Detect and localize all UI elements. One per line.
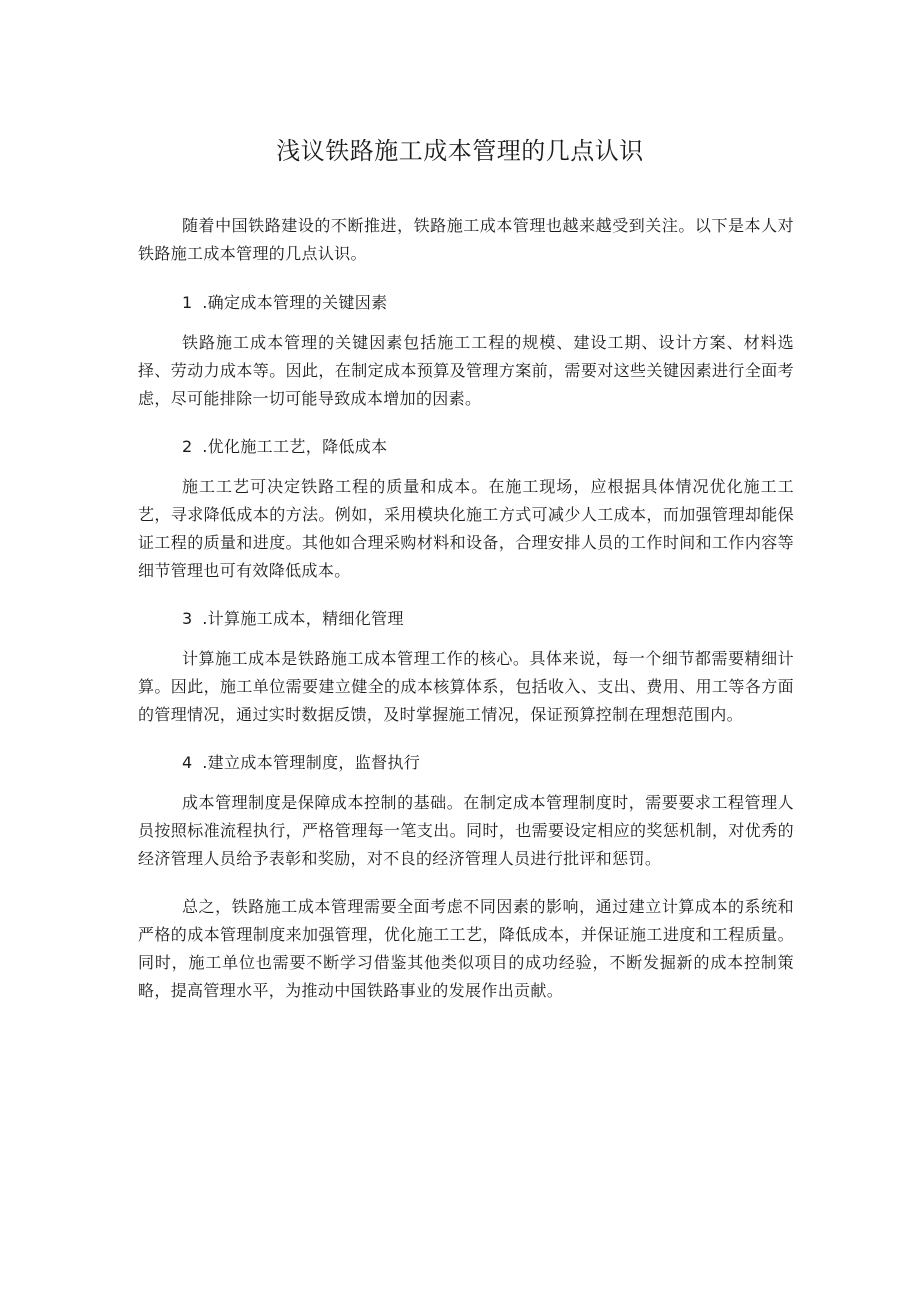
section-1-heading [138,289,794,317]
section-1-heading-text: .确定成本管理的关键因素 [202,293,388,312]
section-2-number: 2 [182,437,193,456]
conclusion-paragraph: 总之，铁路施工成本管理需要全面考虑不同因素的影响，通过建立计算成本的系统和严格的成本管理制度来加强管理，优化施工工艺，降低成本，并保证施工进度和工程质量。同时，施工单位也需要不断学习借鉴其他类似项目的成功经验，不断发掘新的成本控制策略，提高管理水平，为推动中国铁路事业的发展作出贡献。 [138,897,794,1000]
intro-paragraph: 随着中国铁路建设的不断推进，铁路施工成本管理也越来越受到关注。以下是本人对铁路施工成本管理的几点认识。 [138,216,794,263]
section-2-heading [138,433,794,461]
section-2-body: 施工工艺可决定铁路工程的质量和成本。在施工现场，应根据具体情况优化施工工艺，寻求降低成本的方法。例如，采用模块化施工方式可减少人工成本，而加强管理却能保证工程的质量和进度。其他如合理采购材料和设备，合理安排人员的工作时间和工作内容等细节管理也可有效降低成本。 [138,477,794,580]
section-4-heading-text: .建立成本管理制度，监督执行 [202,753,421,772]
document-title: 浅议铁路施工成本管理的几点认识 [276,137,644,165]
section-1-number: 1 [182,293,193,312]
section-4-heading [138,749,794,777]
section-3-body: 计算施工成本是铁路施工成本管理工作的核心。具体来说，每一个细节都需要精细计算。因此，施工单位需要建立健全的成本核算体系，包括收入、支出、费用、用工等各方面的管理情况，通过实时数据反馈，及时掌握施工情况，保证预算控制在理想范围内。 [138,649,794,724]
section-3-number: 3 [182,609,193,628]
section-2-heading-text: .优化施工工艺，降低成本 [202,437,388,456]
section-3-heading-text: .计算施工成本，精细化管理 [202,609,404,628]
document-body [138,212,794,1005]
section-3-heading [138,605,794,633]
section-1-body: 铁路施工成本管理的关键因素包括施工工程的规模、建设工期、设计方案、材料选择、劳动力成本等。因此，在制定成本预算及管理方案前，需要对这些关键因素进行全面考虑，尽可能排除一切可能导致成本增加的因素。 [138,333,794,408]
section-4-body: 成本管理制度是保障成本控制的基础。在制定成本管理制度时，需要要求工程管理人员按照标准流程执行，严格管理每一笔支出。同时，也需要设定相应的奖惩机制，对优秀的经济管理人员给予表彰和奖励，对不良的经济管理人员进行批评和惩罚。 [138,793,794,868]
section-4-number: 4 [182,753,193,772]
